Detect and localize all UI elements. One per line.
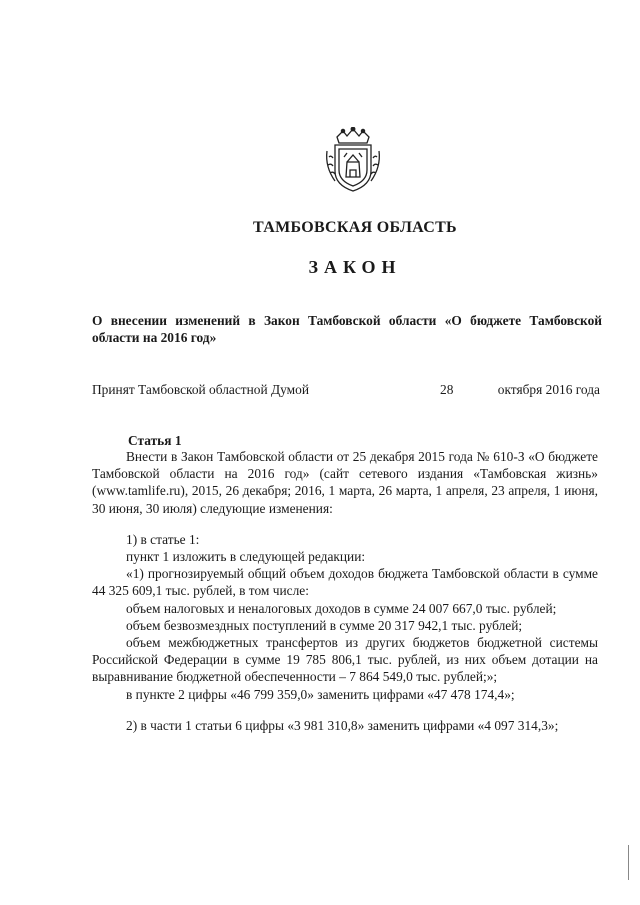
paragraph: объем межбюджетных трансфертов из других бюджетов бюджетной системы Российской Федерации в сумме 19 785 806,1 тыс. рублей, из них объем дотации на выравнивание бюджетной обеспеченности – 7 864 549,0 тыс. рублей;»;: [92, 635, 598, 685]
adoption-day: 28: [440, 382, 454, 397]
article-body: [92, 448, 598, 734]
paragraph: пункт 1 изложить в следующей редакции:: [126, 549, 366, 565]
article-title: Статья 1: [128, 433, 182, 448]
paragraph: Внести в Закон Тамбовской области от 25 декабря 2015 года № 610-З «О бюджете Тамбовской области на 2016 год» (сайт сетевого издания «Тамбовская жизнь» (www.tamlife.ru), 2015, 26 декабря; 2016, 1 марта, 26 марта, 1 апреля, 23 апреля, 1 июня, 30 июня, 30 июля) следующие изменения:: [92, 449, 598, 516]
document-type: ЗАКОН: [308, 257, 402, 277]
paragraph: 1) в статье 1:: [126, 531, 200, 547]
adoption-line: [92, 382, 602, 398]
paragraph: в пункте 2 цифры «46 799 359,0» заменить цифрами «47 478 174,4»;: [126, 686, 515, 702]
scan-edge-mark: [628, 845, 629, 880]
paragraph: «1) прогнозируемый общий объем доходов бюджета Тамбовской области в сумме 44 325 609,1 тыс. рублей, в том числе:: [92, 566, 598, 599]
paragraph: объем безвозмездных поступлений в сумме 20 317 942,1 тыс. рублей;: [126, 617, 523, 633]
coat-of-arms-icon: [323, 127, 383, 193]
adoption-text: Принят Тамбовской областной Думой: [92, 382, 310, 397]
paragraph: 2) в части 1 статьи 6 цифры «3 981 310,8» заменить цифрами «4 097 314,3»;: [126, 717, 559, 733]
law-title: О внесении изменений в Закон Тамбовской области «О бюджете Тамбовской области на 2016 год»: [92, 313, 602, 345]
paragraph: объем налоговых и неналоговых доходов в сумме 24 007 667,0 тыс. рублей;: [126, 600, 557, 616]
adoption-month-year: октября 2016 года: [497, 382, 600, 397]
region-name: ТАМБОВСКАЯ ОБЛАСТЬ: [253, 219, 457, 236]
